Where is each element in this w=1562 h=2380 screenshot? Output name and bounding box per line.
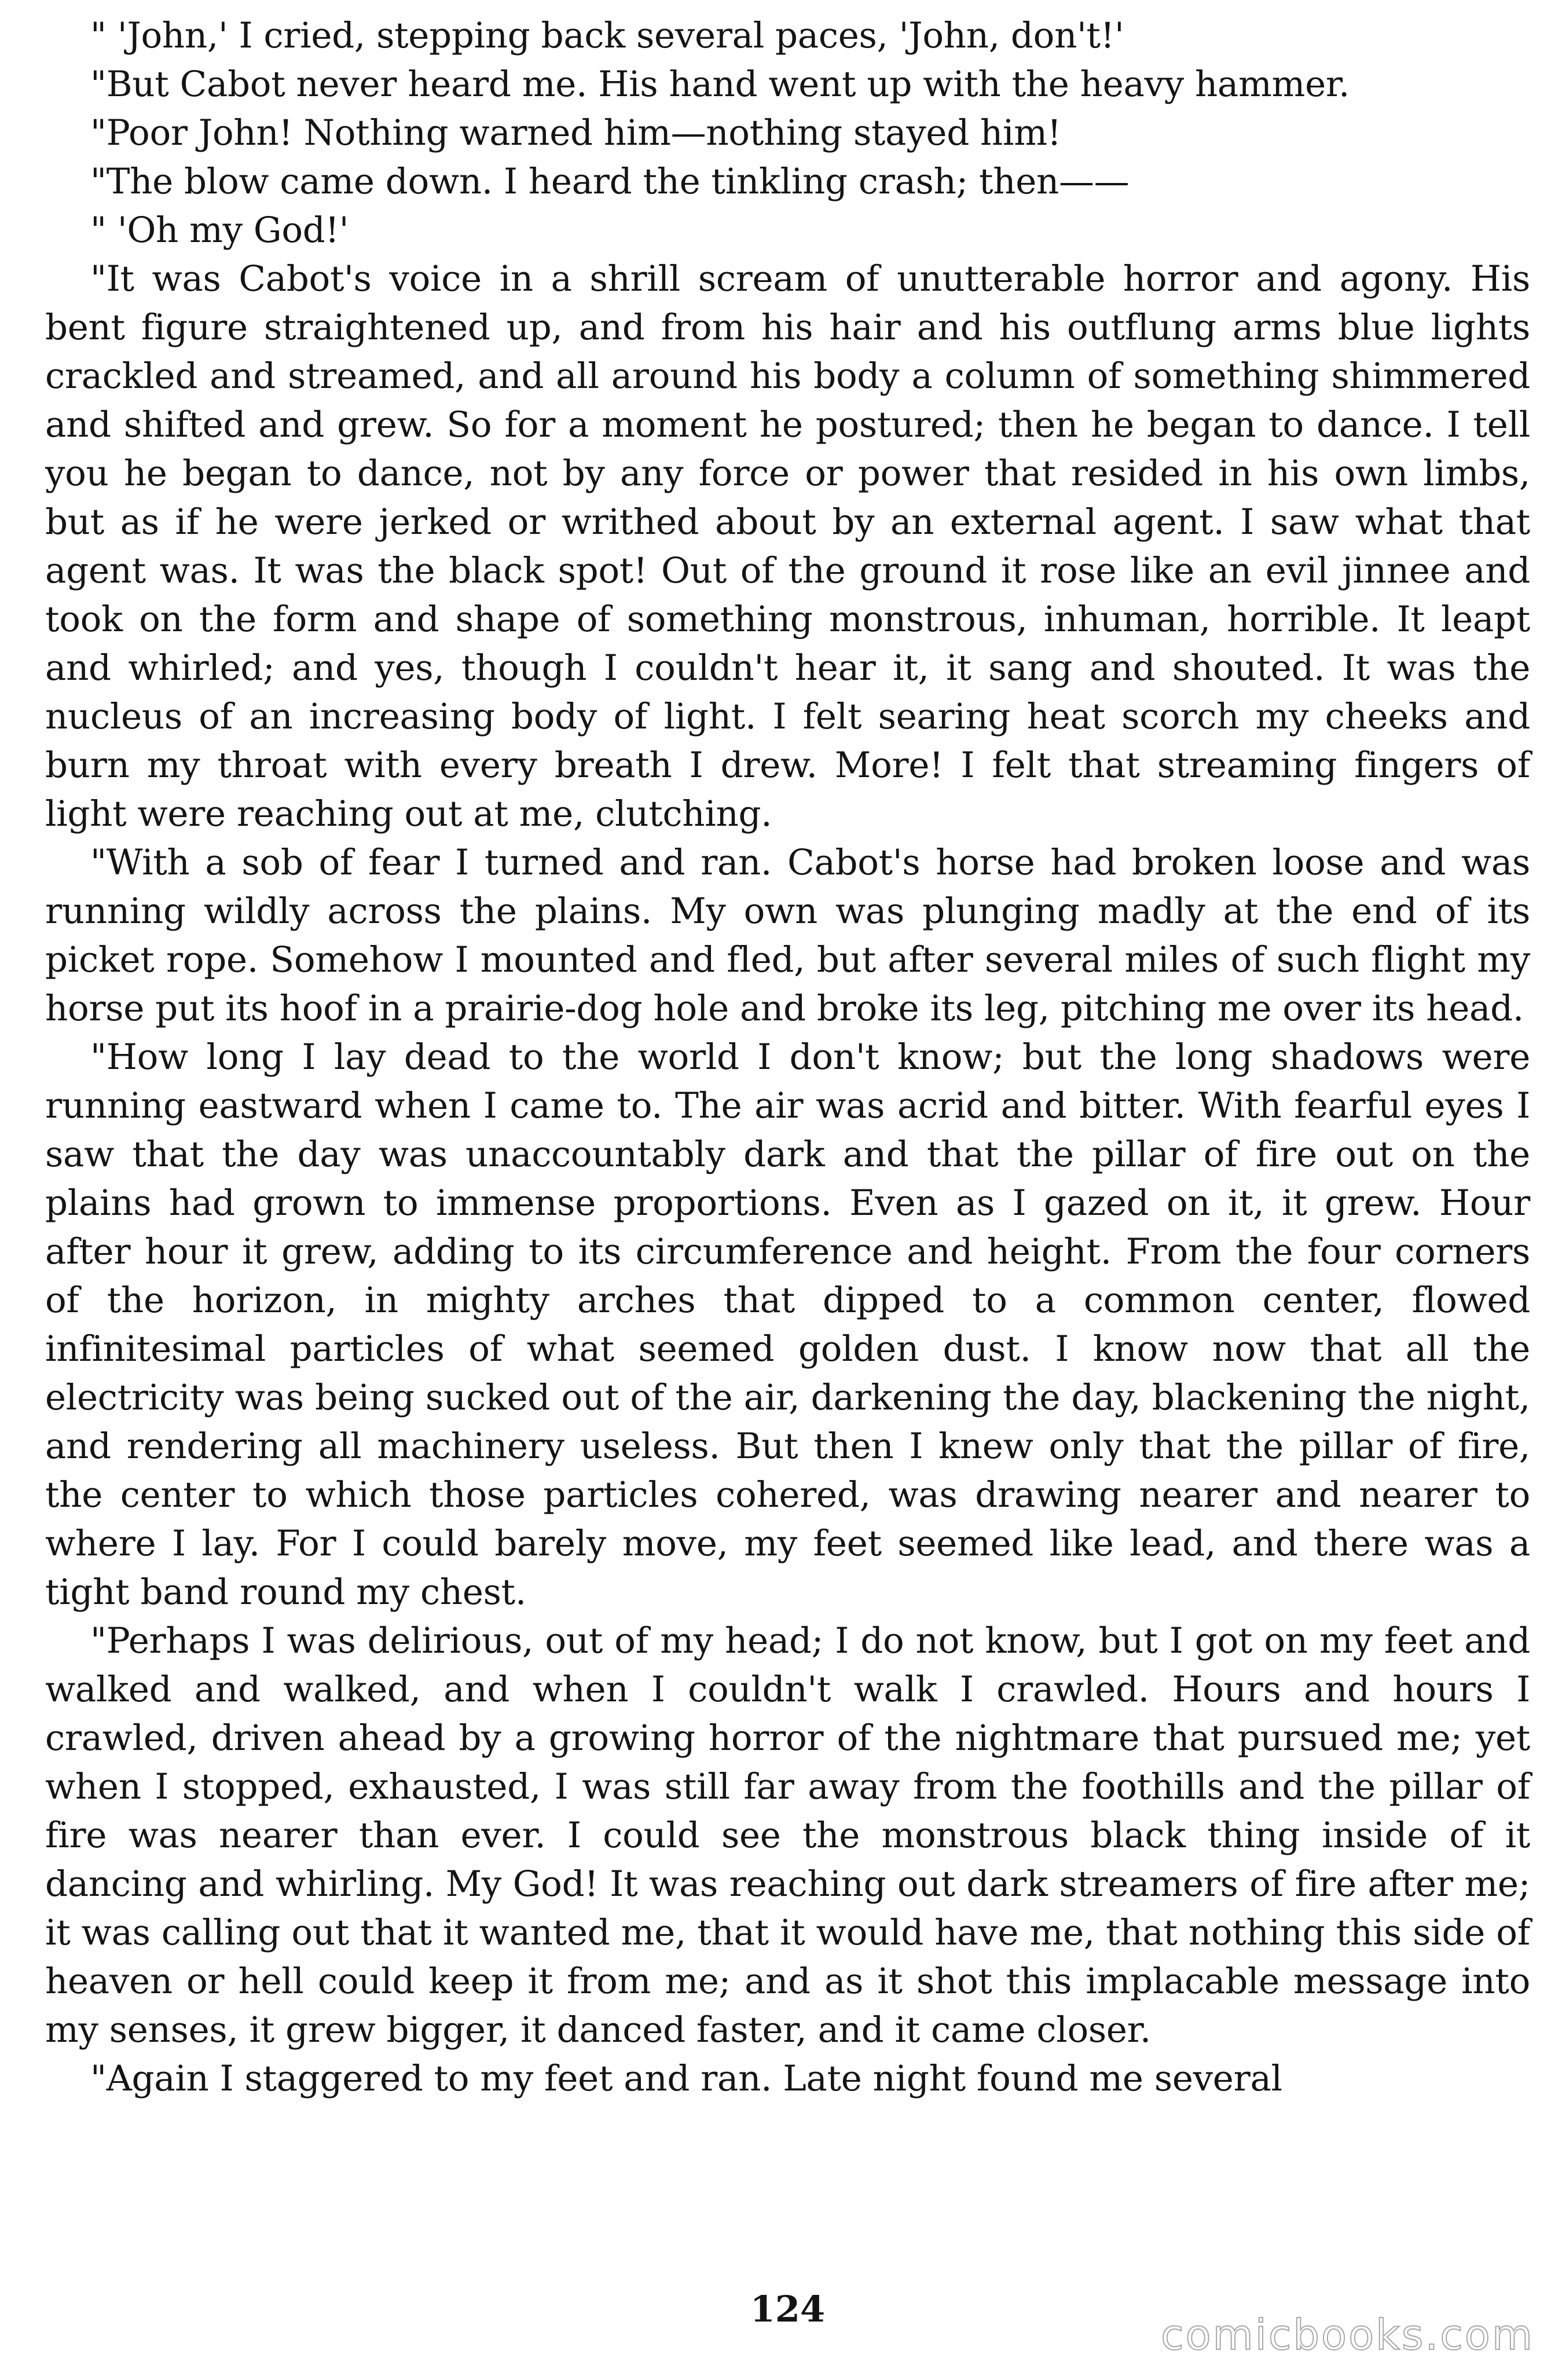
watermark: comicbooks.com xyxy=(1160,2311,1534,2359)
paragraph: "Again I staggered to my feet and ran. Late night found me several xyxy=(90,2058,1282,2099)
paragraph: "The blow came down. I heard the tinkling crash; then—— xyxy=(90,161,1130,202)
paragraph: "It was Cabot's voice in a shrill scream of unutterable horror and agony. His bent figure straightened up, and from his hair and his outflung arms blue lights crackled and streamed, and all around his body a column of something shimmered and shifted and grew. So for a moment he postured; then he began to dance. I tell you he began to dance, not by any force or power that resided in his own limbs, but as if he were jerked or writhed about by an external agent. I saw what that agent was. It was the black spot! Out of the ground it rose like an evil jinnee and took on the form and shape of something monstrous, inhuman, horrible. It leapt and whirled; and yes, though I couldn't hear it, it sang and shouted. It was the nucleus of an increasing body of light. I felt searing heat scorch my cheeks and burn my throat with every breath I drew. More! I felt that streaming fingers of light were reaching out at me, clutching. xyxy=(45,258,1530,834)
paragraph: " 'John,' I cried, stepping back several paces, 'John, don't!' xyxy=(90,15,1124,56)
paragraph: "Poor John! Nothing warned him—nothing stayed him! xyxy=(90,112,1062,153)
book-page xyxy=(45,12,1530,2330)
page-number: 124 xyxy=(750,2288,826,2330)
paragraph: "With a sob of fear I turned and ran. Cabot's horse had broken loose and was running wildly across the plains. My own was plunging madly at the end of its picket rope. Somehow I mounted and fled, but after several miles of such flight my horse put its hoof in a prairie-dog hole and broke its leg, pitching me over its head. xyxy=(45,842,1530,1029)
paragraph: " 'Oh my God!' xyxy=(90,210,349,251)
paragraph: "How long I lay dead to the world I don't know; but the long shadows were running eastward when I came to. The air was acrid and bitter. With fearful eyes I saw that the day was unaccountably dark and that the pillar of fire out on the plains had grown to immense proportions. Even as I gazed on it, it grew. Hour after hour it grew, adding to its circumference and height. From the four corners of the horizon, in mighty arches that dipped to a common center, flowed infinitesimal particles of what seemed golden dust. I know now that all the electricity was being sucked out of the air, darkening the day, blackening the night, and rendering all machinery useless. But then I knew only that the pillar of fire, the center to which those particles cohered, was drawing nearer and nearer to where I lay. For I could barely move, my feet seemed like lead, and there was a tight band round my chest. xyxy=(45,1037,1530,1613)
paragraph: "But Cabot never heard me. His hand went up with the heavy hammer. xyxy=(90,64,1350,105)
body-text xyxy=(45,12,1530,2103)
paragraph: "Perhaps I was delirious, out of my head; I do not know, but I got on my feet and walked and walked, and when I couldn't walk I crawled. Hours and hours I crawled, driven ahead by a growing horror of the nightmare that pursued me; yet when I stopped, exhausted, I was still far away from the foothills and the pillar of fire was nearer than ever. I could see the monstrous black thing inside of it dancing and whirling. My God! It was reaching out dark streamers of fire after me; it was calling out that it wanted me, that it would have me, that nothing this side of heaven or hell could keep it from me; and as it shot this implacable message into my senses, it grew bigger, it danced faster, and it came closer. xyxy=(45,1620,1530,2051)
